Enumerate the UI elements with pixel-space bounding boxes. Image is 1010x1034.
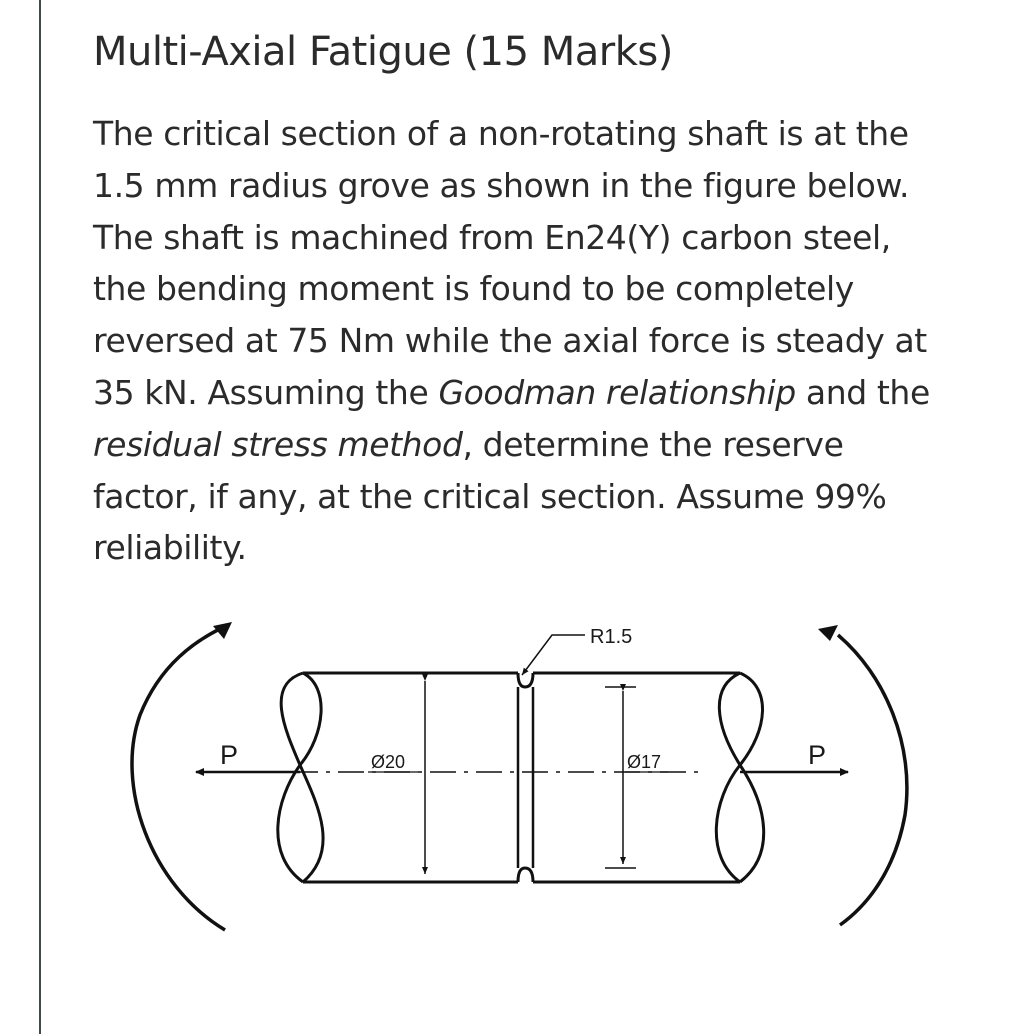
load-right-label: P: [808, 740, 827, 770]
body-line: [93, 471, 998, 523]
body-line: [93, 160, 998, 212]
shaft-body: [278, 673, 764, 882]
body-line: [93, 419, 998, 471]
question-title: Multi-Axial Fatigue (15 Marks): [93, 29, 673, 75]
bending-moment-arc-left: [132, 625, 228, 930]
body-text: The critical section of a non-rotating shaft is at the: [93, 114, 909, 153]
body-text: 35 kN. Assuming the: [93, 372, 439, 412]
radius-leader: [522, 635, 585, 675]
emphasis-goodman: Goodman relationship: [438, 372, 796, 412]
body-text: reversed at 75 Nm while the axial force is steady at: [93, 321, 927, 361]
diameter-17-label: Ø17: [627, 752, 662, 772]
body-line: [93, 522, 998, 574]
load-left-label: P: [220, 740, 239, 770]
diameter-20-label: Ø20: [371, 752, 406, 772]
body-text: , determine the reserve: [462, 424, 844, 464]
shaft-figure: [0, 595, 1010, 975]
body-text: factor, if any, at the critical section. Assume 99%: [93, 476, 887, 516]
bending-moment-arrowhead-right: [818, 625, 838, 641]
body-line: [93, 367, 998, 419]
body-text: The shaft is machined from En24(Y) carbon steel,: [93, 217, 891, 257]
question-body: [93, 108, 998, 574]
body-text: reliability.: [93, 528, 247, 568]
body-line: [93, 263, 998, 315]
bending-moment-arc-right: [838, 635, 907, 925]
emphasis-residual-stress: residual stress method: [93, 424, 463, 464]
body-text: 1.5 mm radius grove as shown in the figure below.: [93, 165, 910, 205]
body-line: [93, 108, 998, 160]
shaft-diagram: [0, 595, 1010, 975]
body-text: and the: [795, 372, 930, 412]
radius-label: R1.5: [590, 626, 633, 648]
body-line: [93, 212, 998, 264]
body-line: [93, 315, 998, 367]
body-text: the bending moment is found to be completely: [93, 269, 854, 309]
